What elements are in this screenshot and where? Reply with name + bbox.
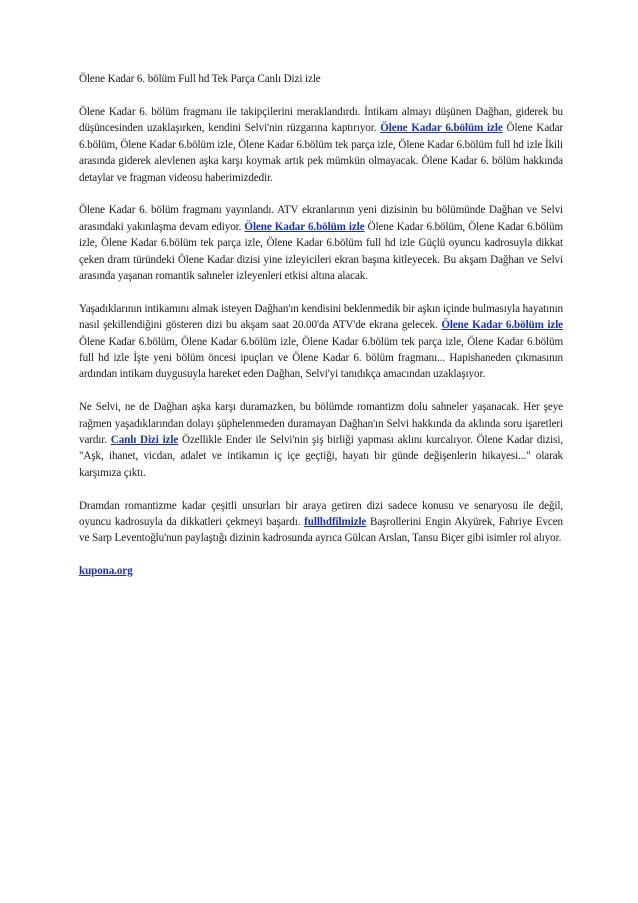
paragraph-1-text-b: Ölene Kadar 6.bölüm, Ölene Kadar 6.bölüm izle, Ölene Kadar 6.bölüm tek parça izle, Ölene Kadar 6.bölüm full hd izle İkili arasında giderek alevlenen aşka karşı koymak artık pek mümkün olmayacak. Ölene Kadar 6. bölüm hakkında detaylar ve fragman videosu haberimizdedir. [79,122,564,184]
paragraph-4-text-a: Ne Selvi, ne de Dağhan aşka karşı duramazken, bu bölümde romantizm dolu sahneler yaşanacak. Her şeye rağmen yaşadıklarından dolayı şüphelenmeden duramayan Dağhan'ın Selvi hakkında da aklında soru işaretleri vardır. [79,401,563,446]
paragraph-2 [79,202,563,284]
watch-episode-link-3[interactable]: Ölene Kadar 6.bölüm izle [441,319,564,332]
live-series-link[interactable]: Canlı Dizi izle [110,433,179,446]
site-link[interactable]: kupona.org [79,565,133,578]
paragraph-5-text-b: Başrollerini Engin Akyürek, Fahriye Evcen ve Sarp Leventoğlu'nun paylaştığı dizinin kadrosunda ayrıca Gülcan Arslan, Tansu Biçer gibi isimler rol alıyor. [79,516,563,545]
paragraph-3 [79,301,563,383]
paragraph-2-text-a: Ölene Kadar 6. bölüm fragmanı yayınlandı. ATV ekranlarının yeni dizisinin bu bölümünde Dağhan ve Selvi arasındaki yakınlaşma devam ediyor. [79,204,563,233]
watch-episode-link-2[interactable]: Ölene Kadar 6.bölüm izle [244,220,365,233]
footer-paragraph [79,563,563,579]
paragraph-1-text-a: Ölene Kadar 6. bölüm fragmanı ile takipçilerini meraklandırdı. İntikam almayı düşünen Dağhan, giderek bu düşüncesinden uzaklaşırken, kendini Selvi'nin rüzgarına kaptırıyor. [79,105,563,135]
paragraph-3-text-a: Yaşadıklarının intikamını almak isteyen Dağhan'ın kendisini beklenmedik bir aşkın içinde bulmasıyla hayatının nasıl şekillendiğini gösteren dizi bu akşam saat 20.00'da ATV'de ekrana gelecek. [79,302,563,332]
fullhdfilmizle-link[interactable]: fullhdfilmizle [304,516,367,528]
paragraph-3-text-b: Ölene Kadar 6.bölüm, Ölene Kadar 6.bölüm izle, Ölene Kadar 6.bölüm tek parça izle, Ölene Kadar 6.bölüm full hd izle İşte yeni bölüm öncesi ipuçları ve Ölene Kadar 6. bölüm fragmanı... Hapishaneden çıkmasının ardından intikam duygusuyla hareket eden Dağhan, Selvi'yi tanıdıkça amacından uzaklaşıyor. [79,335,563,381]
paragraph-1 [79,104,563,186]
paragraph-5 [79,498,563,547]
paragraph-5-text-a: Dramdan romantizme kadar çeşitli unsurları bir araya getiren dizi sadece konusu ve senaryosu ile değil, oyuncu kadrosuyla da dikkatleri çekmeyi başardı. [79,499,563,528]
watch-episode-link-1[interactable]: Ölene Kadar 6.bölüm izle [380,122,503,135]
document-title: Ölene Kadar 6. bölüm Full hd Tek Parça Canlı Dizi izle [79,73,321,85]
paragraph-4 [79,399,563,481]
paragraph-2-text-b: Ölene Kadar 6.bölüm, Ölene Kadar 6.bölüm izle, Ölene Kadar 6.bölüm tek parça izle, Ölene Kadar 6.bölüm full hd izle Güçlü oyuncu kadrosuyla dikkat çeken dram türündeki Ölene Kadar dizisi yine izleyicileri ekran başına kitleyecek. Bu akşam Dağhan ve Selvi arasında yaşanan romantik sahneler izleyenleri etkisi altına alacak. [79,220,563,282]
document-page [79,71,563,596]
paragraph-4-text-b: Özellikle Ender ile Selvi'nin şiş birliği yapması aklını kurcalıyor. Ölene Kadar dizisi, "Aşk, ihanet, vicdan, adalet ve intikamın iç içe geçtiği, hayatı bir günde değişenlerin hikayesi..." olarak karşımıza çıktı. [79,433,563,479]
